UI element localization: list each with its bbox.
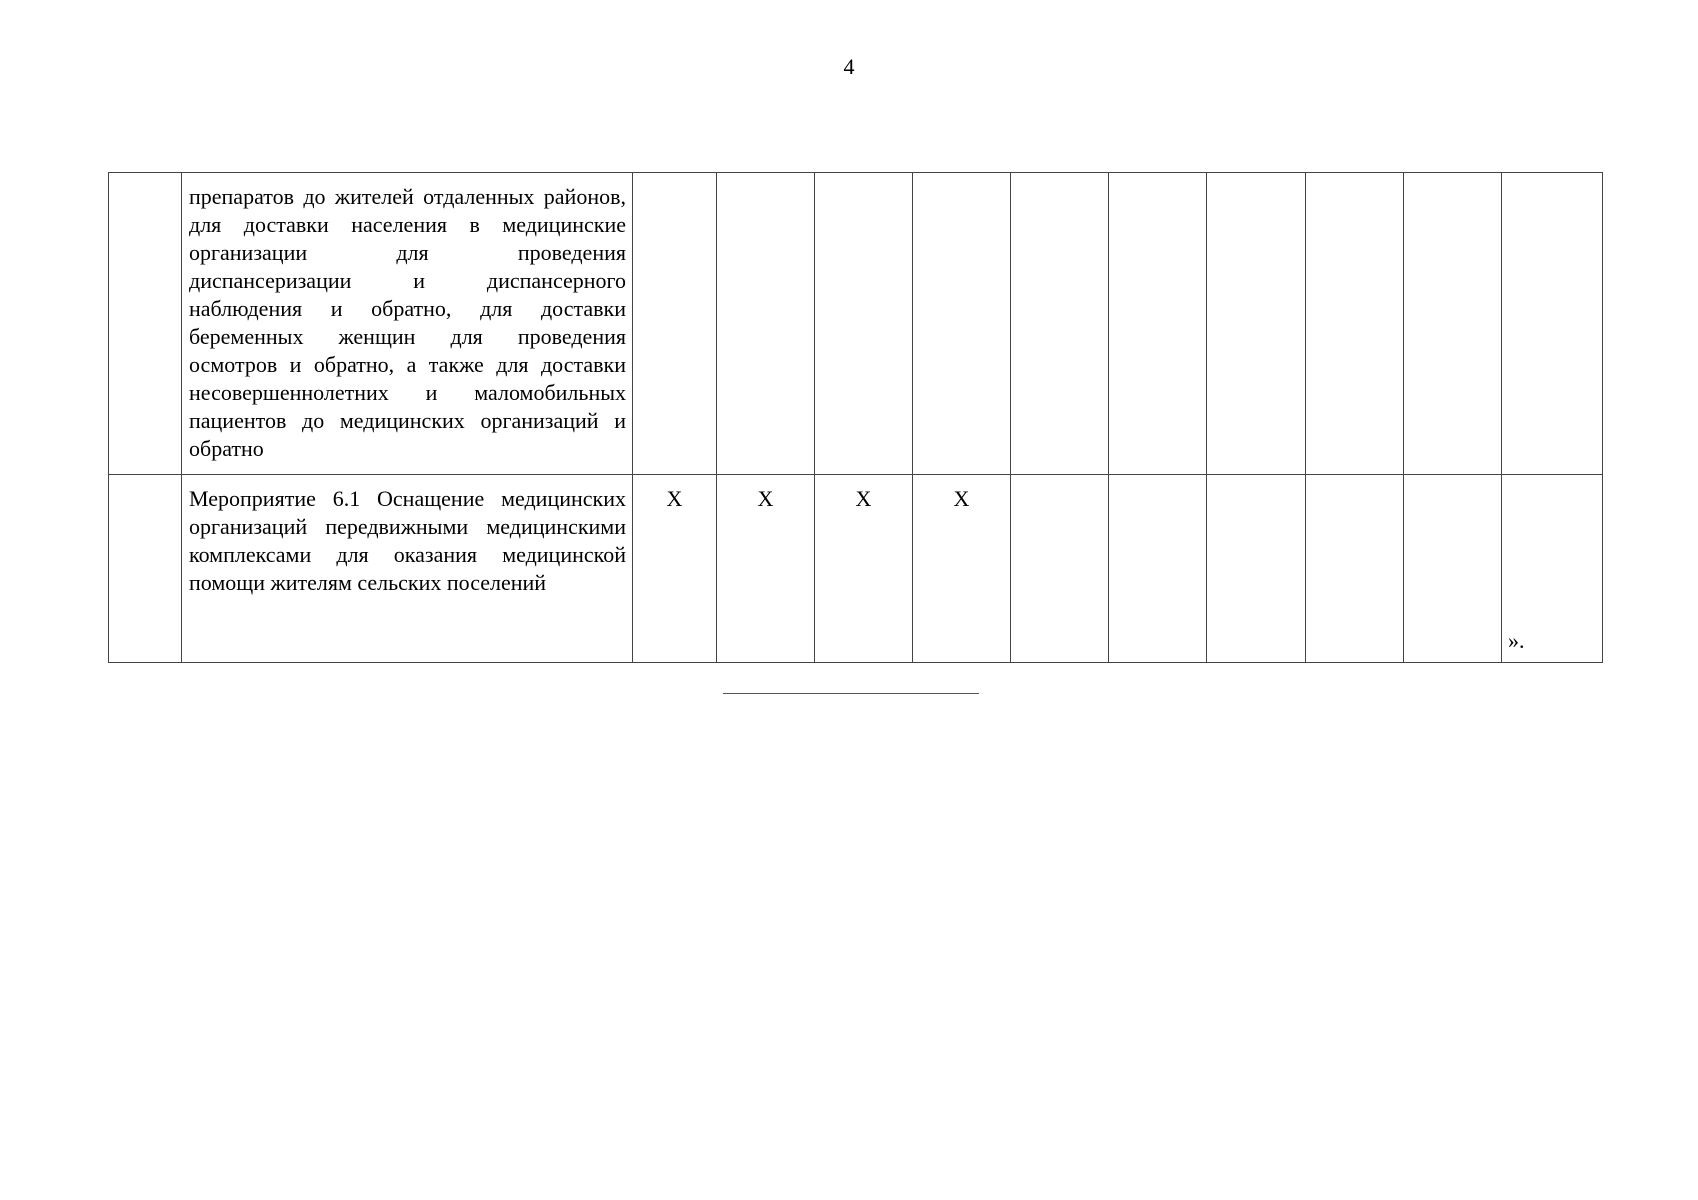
value-cell: [1011, 475, 1109, 663]
value-cell: Х: [717, 475, 815, 663]
value-cell: [1109, 475, 1207, 663]
program-measures-table: [108, 172, 1603, 663]
value-cell: [1306, 475, 1404, 663]
value-cell: [1502, 173, 1603, 475]
value-cell: [1207, 475, 1306, 663]
measure-description-cell: Мероприятие 6.1 Оснащение медицинских организаций передвижными медицинскими комплексами для оказания медицинской помощи жителям сельских поселений: [182, 475, 633, 663]
measure-description-cell: препаратов до жителей отдаленных районов, для доставки населения в медицинские организации для проведения диспансеризации и диспансерного наблюдения и обратно, для доставки беременных женщин для проведения осмотров и обратно, а также для доставки несовершеннолетних и маломобильных пациентов до медицинских организаций и обратно: [182, 173, 633, 475]
value-cell: [1109, 173, 1207, 475]
value-cell-last: [1502, 475, 1603, 663]
page-number: 4: [843, 54, 855, 79]
value-cell: [717, 173, 815, 475]
value-cell: [913, 173, 1011, 475]
value-cell: [1011, 173, 1109, 475]
value-cell: [1207, 173, 1306, 475]
row-index-cell: [109, 173, 182, 475]
value-cell: [1306, 173, 1404, 475]
table-row: [109, 475, 1603, 663]
value-cell: [633, 173, 717, 475]
value-cell: Х: [815, 475, 913, 663]
closing-quote-mark: ».: [1508, 628, 1525, 653]
value-cell: [1404, 475, 1502, 663]
value-cell: Х: [913, 475, 1011, 663]
value-cell: [815, 173, 913, 475]
row-index-cell: [109, 475, 182, 663]
value-cell: [1404, 173, 1502, 475]
value-cell: Х: [633, 475, 717, 663]
table-row: [109, 173, 1603, 475]
end-of-document-rule: [723, 693, 979, 694]
